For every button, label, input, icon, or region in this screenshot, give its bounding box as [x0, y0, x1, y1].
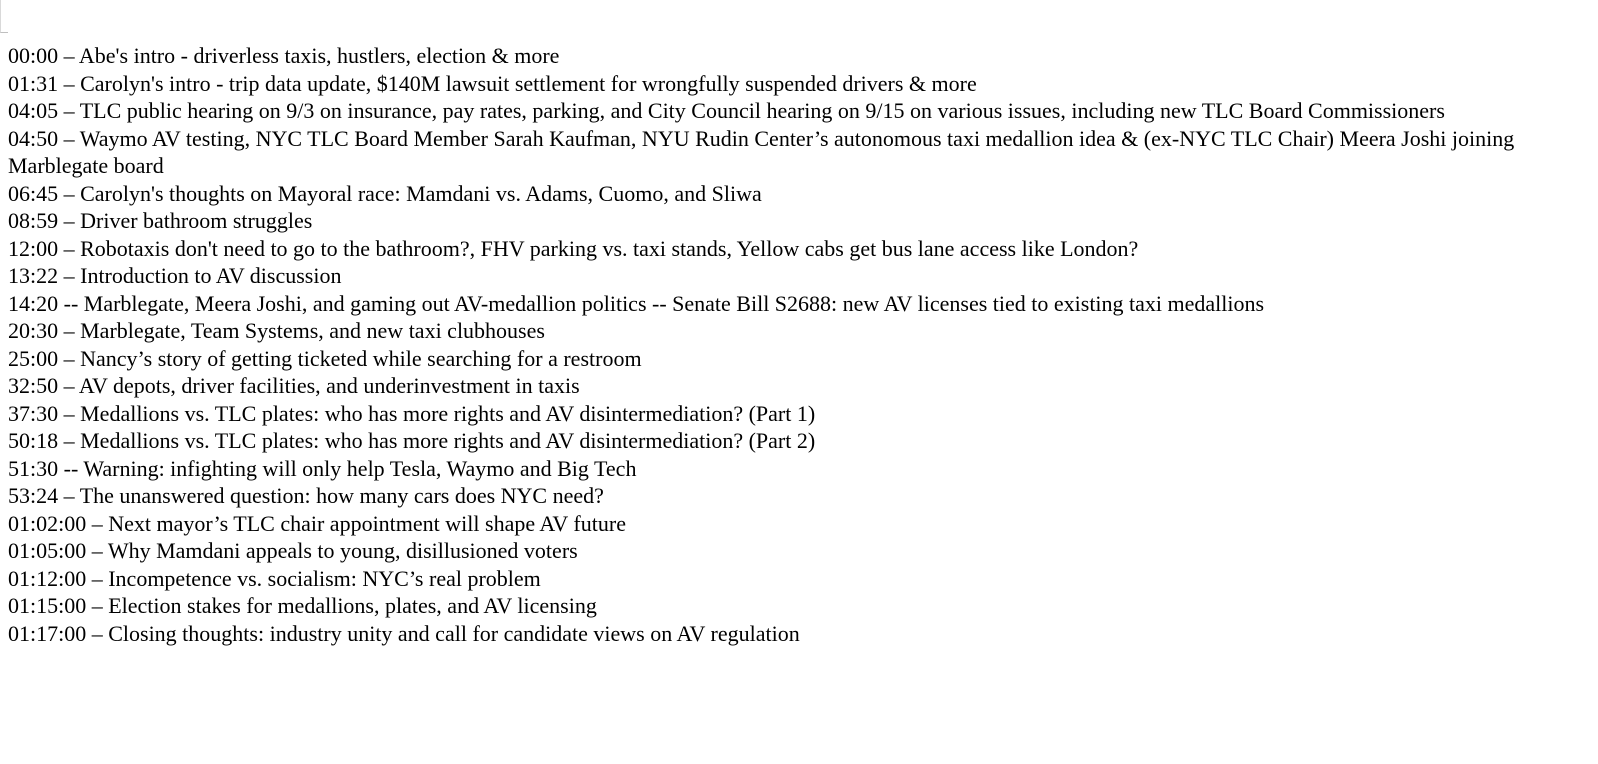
- chapter-entry: 01:15:00 – Election stakes for medallions, plates, and AV licensing: [8, 593, 597, 618]
- chapter-entry: 01:02:00 – Next mayor’s TLC chair appointment will shape AV future: [8, 510, 626, 536]
- chapter-entry: 25:00 – Nancy’s story of getting ticketed while searching for a restroom: [8, 345, 642, 371]
- chapter-entry: 01:05:00 – Why Mamdani appeals to young, disillusioned voters: [8, 538, 578, 563]
- chapter-entry: 01:31 – Carolyn's intro - trip data update, $140M lawsuit settlement for wrongfully suspended drivers & more: [8, 70, 977, 96]
- chapter-entry: 00:00 – Abe's intro - driverless taxis, hustlers, election & more: [8, 43, 560, 68]
- chapter-entry: 20:30 – Marblegate, Team Systems, and new taxi clubhouses: [8, 318, 545, 343]
- chapter-entry: 08:59 – Driver bathroom struggles: [8, 208, 313, 233]
- chapter-entry: 37:30 – Medallions vs. TLC plates: who has more rights and AV disintermediation? (Part 1): [8, 400, 816, 426]
- chapter-entry: 50:18 – Medallions vs. TLC plates: who has more rights and AV disintermediation? (Part 2): [8, 428, 816, 453]
- chapter-entry: 51:30 -- Warning: infighting will only help Tesla, Waymo and Big Tech: [8, 455, 637, 481]
- page-corner-artifact: [0, 0, 8, 33]
- chapter-entry: 14:20 -- Marblegate, Meera Joshi, and gaming out AV-medallion politics -- Senate Bill S2688: new AV licenses tied to existing taxi medallions: [8, 290, 1265, 316]
- chapter-entry: 13:22 – Introduction to AV discussion: [8, 263, 342, 288]
- chapter-entry: 53:24 – The unanswered question: how many cars does NYC need?: [8, 483, 604, 508]
- chapter-entry: 01:12:00 – Incompetence vs. socialism: NYC’s real problem: [8, 565, 541, 591]
- chapter-entry: 01:17:00 – Closing thoughts: industry unity and call for candidate views on AV regulation: [8, 620, 800, 646]
- chapter-entry: 32:50 – AV depots, driver facilities, and underinvestment in taxis: [8, 373, 580, 398]
- chapter-entry: 06:45 – Carolyn's thoughts on Mayoral race: Mamdani vs. Adams, Cuomo, and Sliwa: [8, 180, 762, 206]
- chapter-entry: 04:50 – Waymo AV testing, NYC TLC Board Member Sarah Kaufman, NYU Rudin Center’s autonomous taxi medallion idea & (ex-NYC TLC Chair) Meera Joshi joining Marblegate board: [8, 125, 1515, 178]
- chapter-entry: 12:00 – Robotaxis don't need to go to the bathroom?, FHV parking vs. taxi stands, Yellow cabs get bus lane access like London?: [8, 235, 1139, 261]
- chapter-list: [8, 42, 1590, 647]
- chapter-entry: 04:05 – TLC public hearing on 9/3 on insurance, pay rates, parking, and City Council hearing on 9/15 on various issues, including new TLC Board Commissioners: [8, 98, 1445, 123]
